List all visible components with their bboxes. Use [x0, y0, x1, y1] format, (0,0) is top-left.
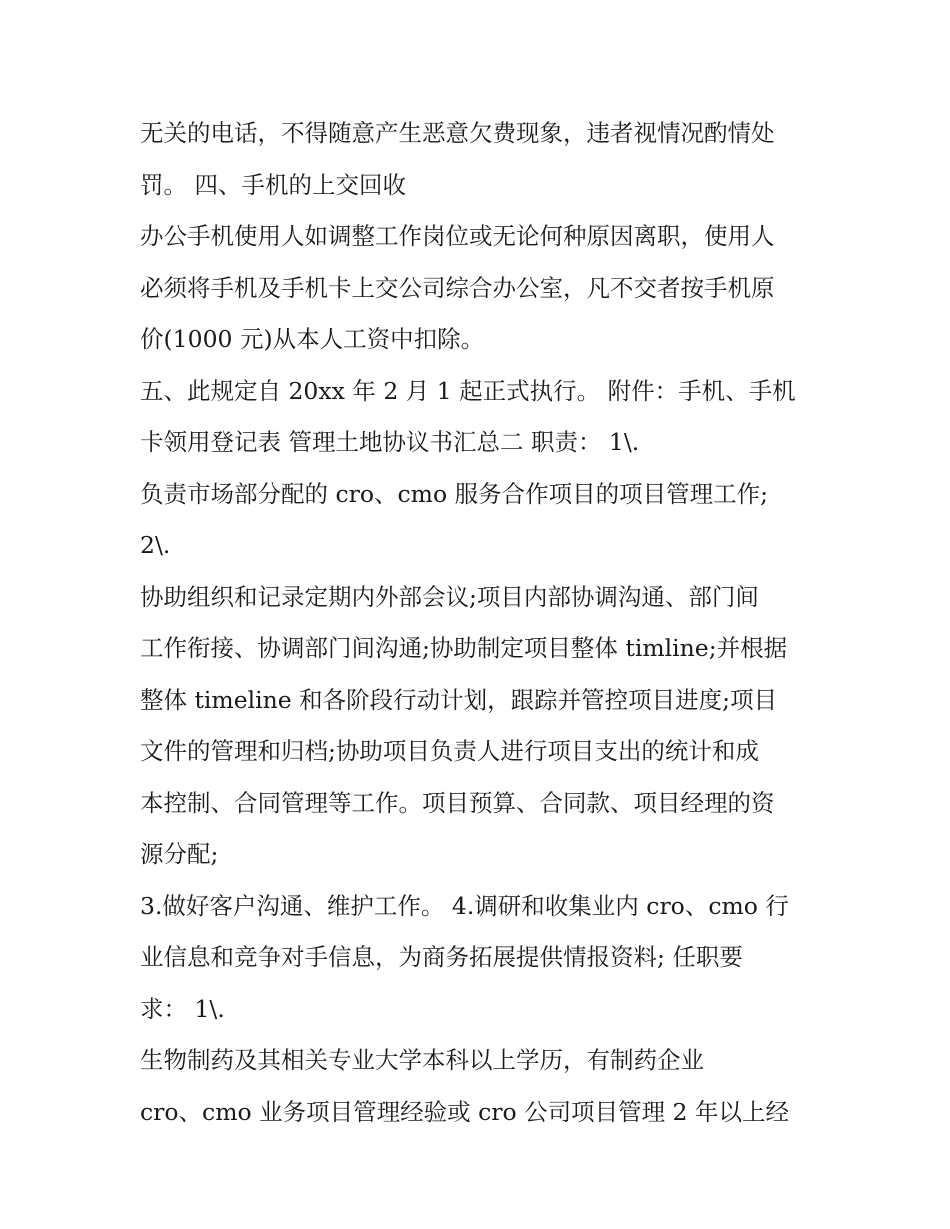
text-line: 价(1000 元)从本人工资中扣除。	[140, 325, 485, 353]
text-line: 卡领用登记表 管理土地协议书汇总二 职责： 1\.	[140, 428, 640, 456]
text-line: 办公手机使用人如调整工作岗位或无论何种原因离职，使用人	[140, 222, 775, 250]
text-line: 负责市场部分配的 cro、cmo 服务合作项目的项目管理工作;	[140, 479, 768, 508]
text-line: 无关的电话，不得随意产生恶意欠费现象，违者视情况酌情处	[140, 119, 775, 147]
text-line: 本控制、合同管理等工作。项目预算、合同款、项目经理的资	[140, 788, 775, 817]
text-line: 源分配;	[140, 840, 219, 868]
text-line: 生物制药及其相关专业大学本科以上学历，有制药企业	[140, 1046, 704, 1074]
text-line: 业信息和竞争对手信息，为商务拓展提供情报资料; 任职要	[140, 943, 743, 971]
text-line: 求： 1\.	[140, 994, 225, 1023]
text-line: 罚。 四、手机的上交回收	[140, 170, 406, 199]
text-line: 必须将手机及手机卡上交公司综合办公室，凡不交者按手机原	[140, 273, 775, 302]
text-line: 工作衔接、协调部门间沟通;协助制定项目整体 timline;并根据	[140, 634, 788, 662]
text-line: 五、此规定自 20xx 年 2 月 1 起正式执行。 附件：手机、手机	[140, 376, 796, 405]
document-body	[140, 108, 820, 1138]
text-line: 文件的管理和归档;协助项目负责人进行项目支出的统计和成	[140, 737, 759, 765]
text-line: 整体 timeline 和各阶段行动计划，跟踪并管控项目进度;项目	[140, 685, 778, 714]
text-line: cro、cmo 业务项目管理经验或 cro 公司项目管理 2 年以上经	[140, 1097, 789, 1126]
text-line: 2\.	[140, 531, 171, 559]
text-line: 协助组织和记录定期内外部会议;项目内部协调沟通、部门间	[140, 582, 759, 611]
text-line: 3.做好客户沟通、维护工作。 4.调研和收集业内 cro、cmo 行	[140, 891, 789, 920]
